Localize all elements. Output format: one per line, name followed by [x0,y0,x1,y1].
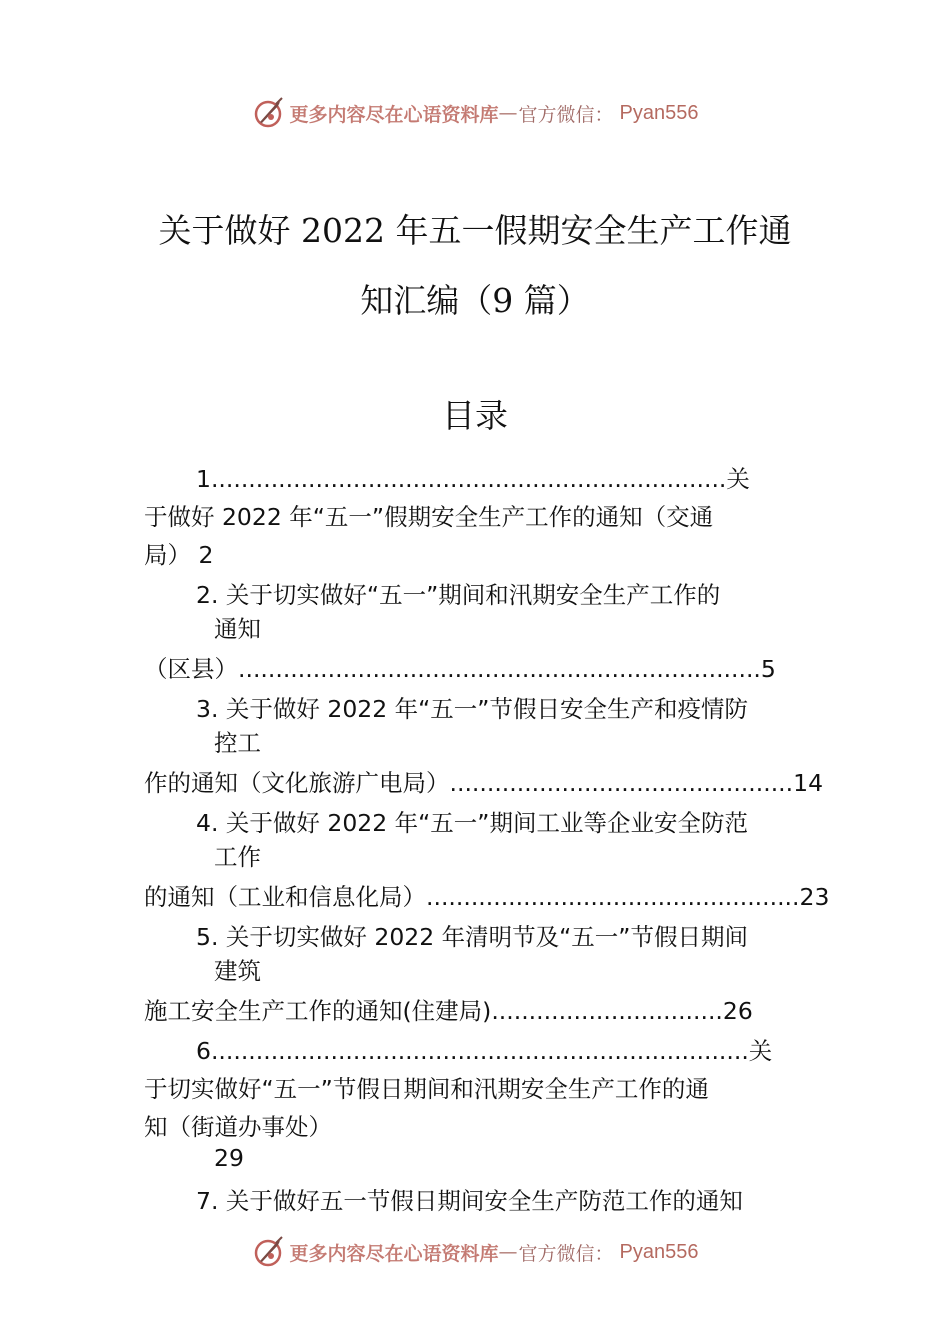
quill-logo-icon [252,1235,286,1269]
toc-line: 控工 [214,729,261,757]
quill-logo-icon [252,96,286,130]
banner-text: 更多内容尽在心语资料库 [289,103,499,126]
toc-line: 5. 关于切实做好 2022 年清明节及“五一”节假日期间 [196,923,748,951]
toc-line: 3. 关于做好 2022 年“五一”节假日安全生产和疫情防 [196,695,748,723]
toc-line: 29 [214,1144,244,1172]
banner-label: 官方微信： [518,103,614,126]
toc-heading: 目录 [442,396,508,435]
toc-line: 施工安全生产工作的通知(住建局)...............................26 [144,997,753,1025]
banner-separator: — [498,102,519,124]
toc-line: 2. 关于切实做好“五一”期间和汛期安全生产工作的 [196,581,721,609]
toc-line: 于做好 2022 年“五一”假期安全生产工作的通知（交通 [144,503,714,531]
toc-line: 6........................................................................关 [196,1037,773,1065]
toc-line: 于切实做好“五一”节假日期间和汛期安全生产工作的通 [144,1075,709,1103]
banner-label: 官方微信： [518,1242,614,1265]
watermark-banner-top [0,93,950,133]
toc-line: 知（街道办事处） [144,1113,332,1141]
toc-line: 1.....................................................................关 [196,465,750,493]
toc-line: 7. 关于做好五一节假日期间安全生产防范工作的通知 [196,1187,743,1215]
document-title-line-1: 关于做好 2022 年五一假期安全生产工作通 [158,211,792,250]
banner-wechat-id: Pyan556 [619,101,699,124]
toc-line: 工作 [214,843,261,871]
toc-line: 作的通知（文化旅游广电局）..............................................14 [144,769,824,797]
toc-line: 的通知（工业和信息化局）..................................................23 [144,883,830,911]
banner-text: 更多内容尽在心语资料库 [289,1242,499,1265]
banner-wechat-id: Pyan556 [619,1240,699,1263]
toc-line: 4. 关于做好 2022 年“五一”期间工业等企业安全防范 [196,809,748,837]
document-title-line-2: 知汇编（9 篇） [360,281,590,320]
watermark-banner-bottom [0,1232,950,1272]
toc-line: 通知 [214,615,261,643]
toc-line: 局） 2 [144,541,214,569]
toc-line: （区县）......................................................................5 [144,655,776,683]
banner-separator: — [498,1241,519,1263]
toc-line: 建筑 [214,957,261,985]
